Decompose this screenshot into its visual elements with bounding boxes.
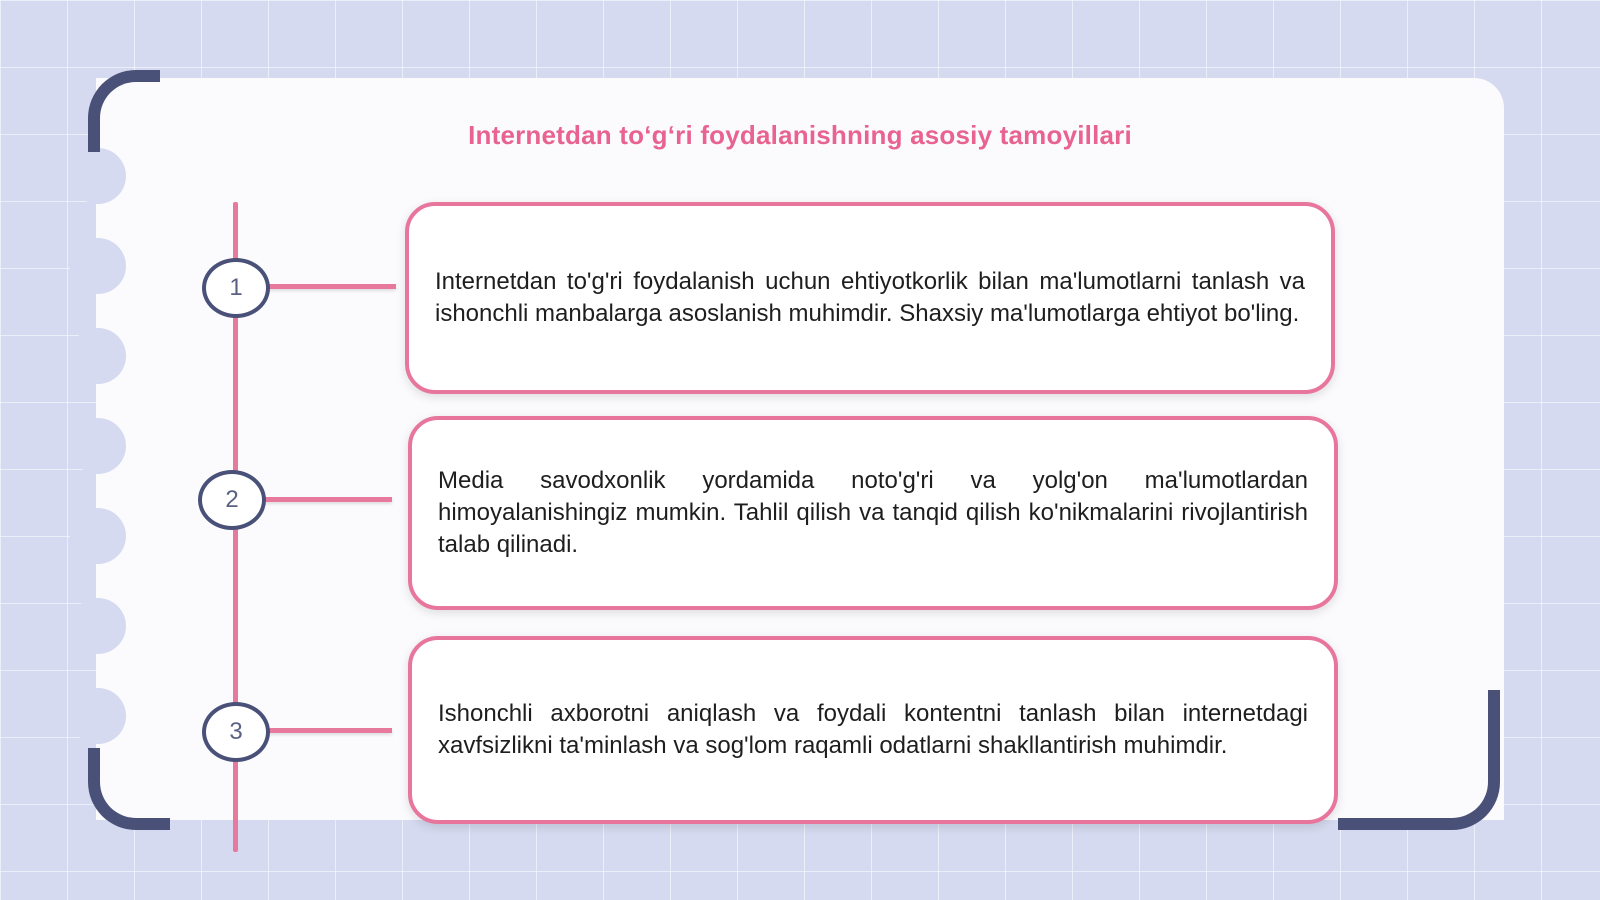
step-card [405,202,1335,394]
sheet-scallop [70,598,126,654]
step-card [408,416,1338,610]
step-text: Internetdan to'g'ri foydalanish uchun ehtiyotkorlik bilan ma'lumotlarni tanlash va ishonchli manbalarga asoslanish muhimdir. Shaxsiy ma'lumotlarga ehtiyot bo'ling. [435,268,1305,327]
sheet-scallop [70,328,126,384]
sheet-scallop [70,688,126,744]
step-text: Media savodxonlik yordamida noto'g'ri va yolg'on ma'lumotlardan himoyalanishingiz mumkin. Tahlil qilish va tanqid qilish ko'nikmalarini rivojlantirish talab qilinadi. [438,467,1308,558]
slide-title: Internetdan toʻgʻri foydalanishning asosiy tamoyillari [468,120,1132,150]
step-number-badge: 1 [202,258,270,318]
step-connector [268,728,392,733]
step-text: Ishonchli axborotni aniqlash va foydali kontentni tanlash bilan internetdagi xavfsizlikni ta'minlash va sog'lom raqamli odatlarni shakllantirish muhimdir. [438,700,1308,759]
step-number-badge: 2 [198,470,266,530]
step-connector [264,497,392,502]
step-number-badge: 3 [202,702,270,762]
step-card [408,636,1338,824]
sheet-scallop [70,418,126,474]
sheet-scallop [70,508,126,564]
corner-bracket-bottom-right [1338,690,1500,830]
step-connector [268,284,396,289]
sheet-scallop [70,238,126,294]
sheet-scallop [70,148,126,204]
